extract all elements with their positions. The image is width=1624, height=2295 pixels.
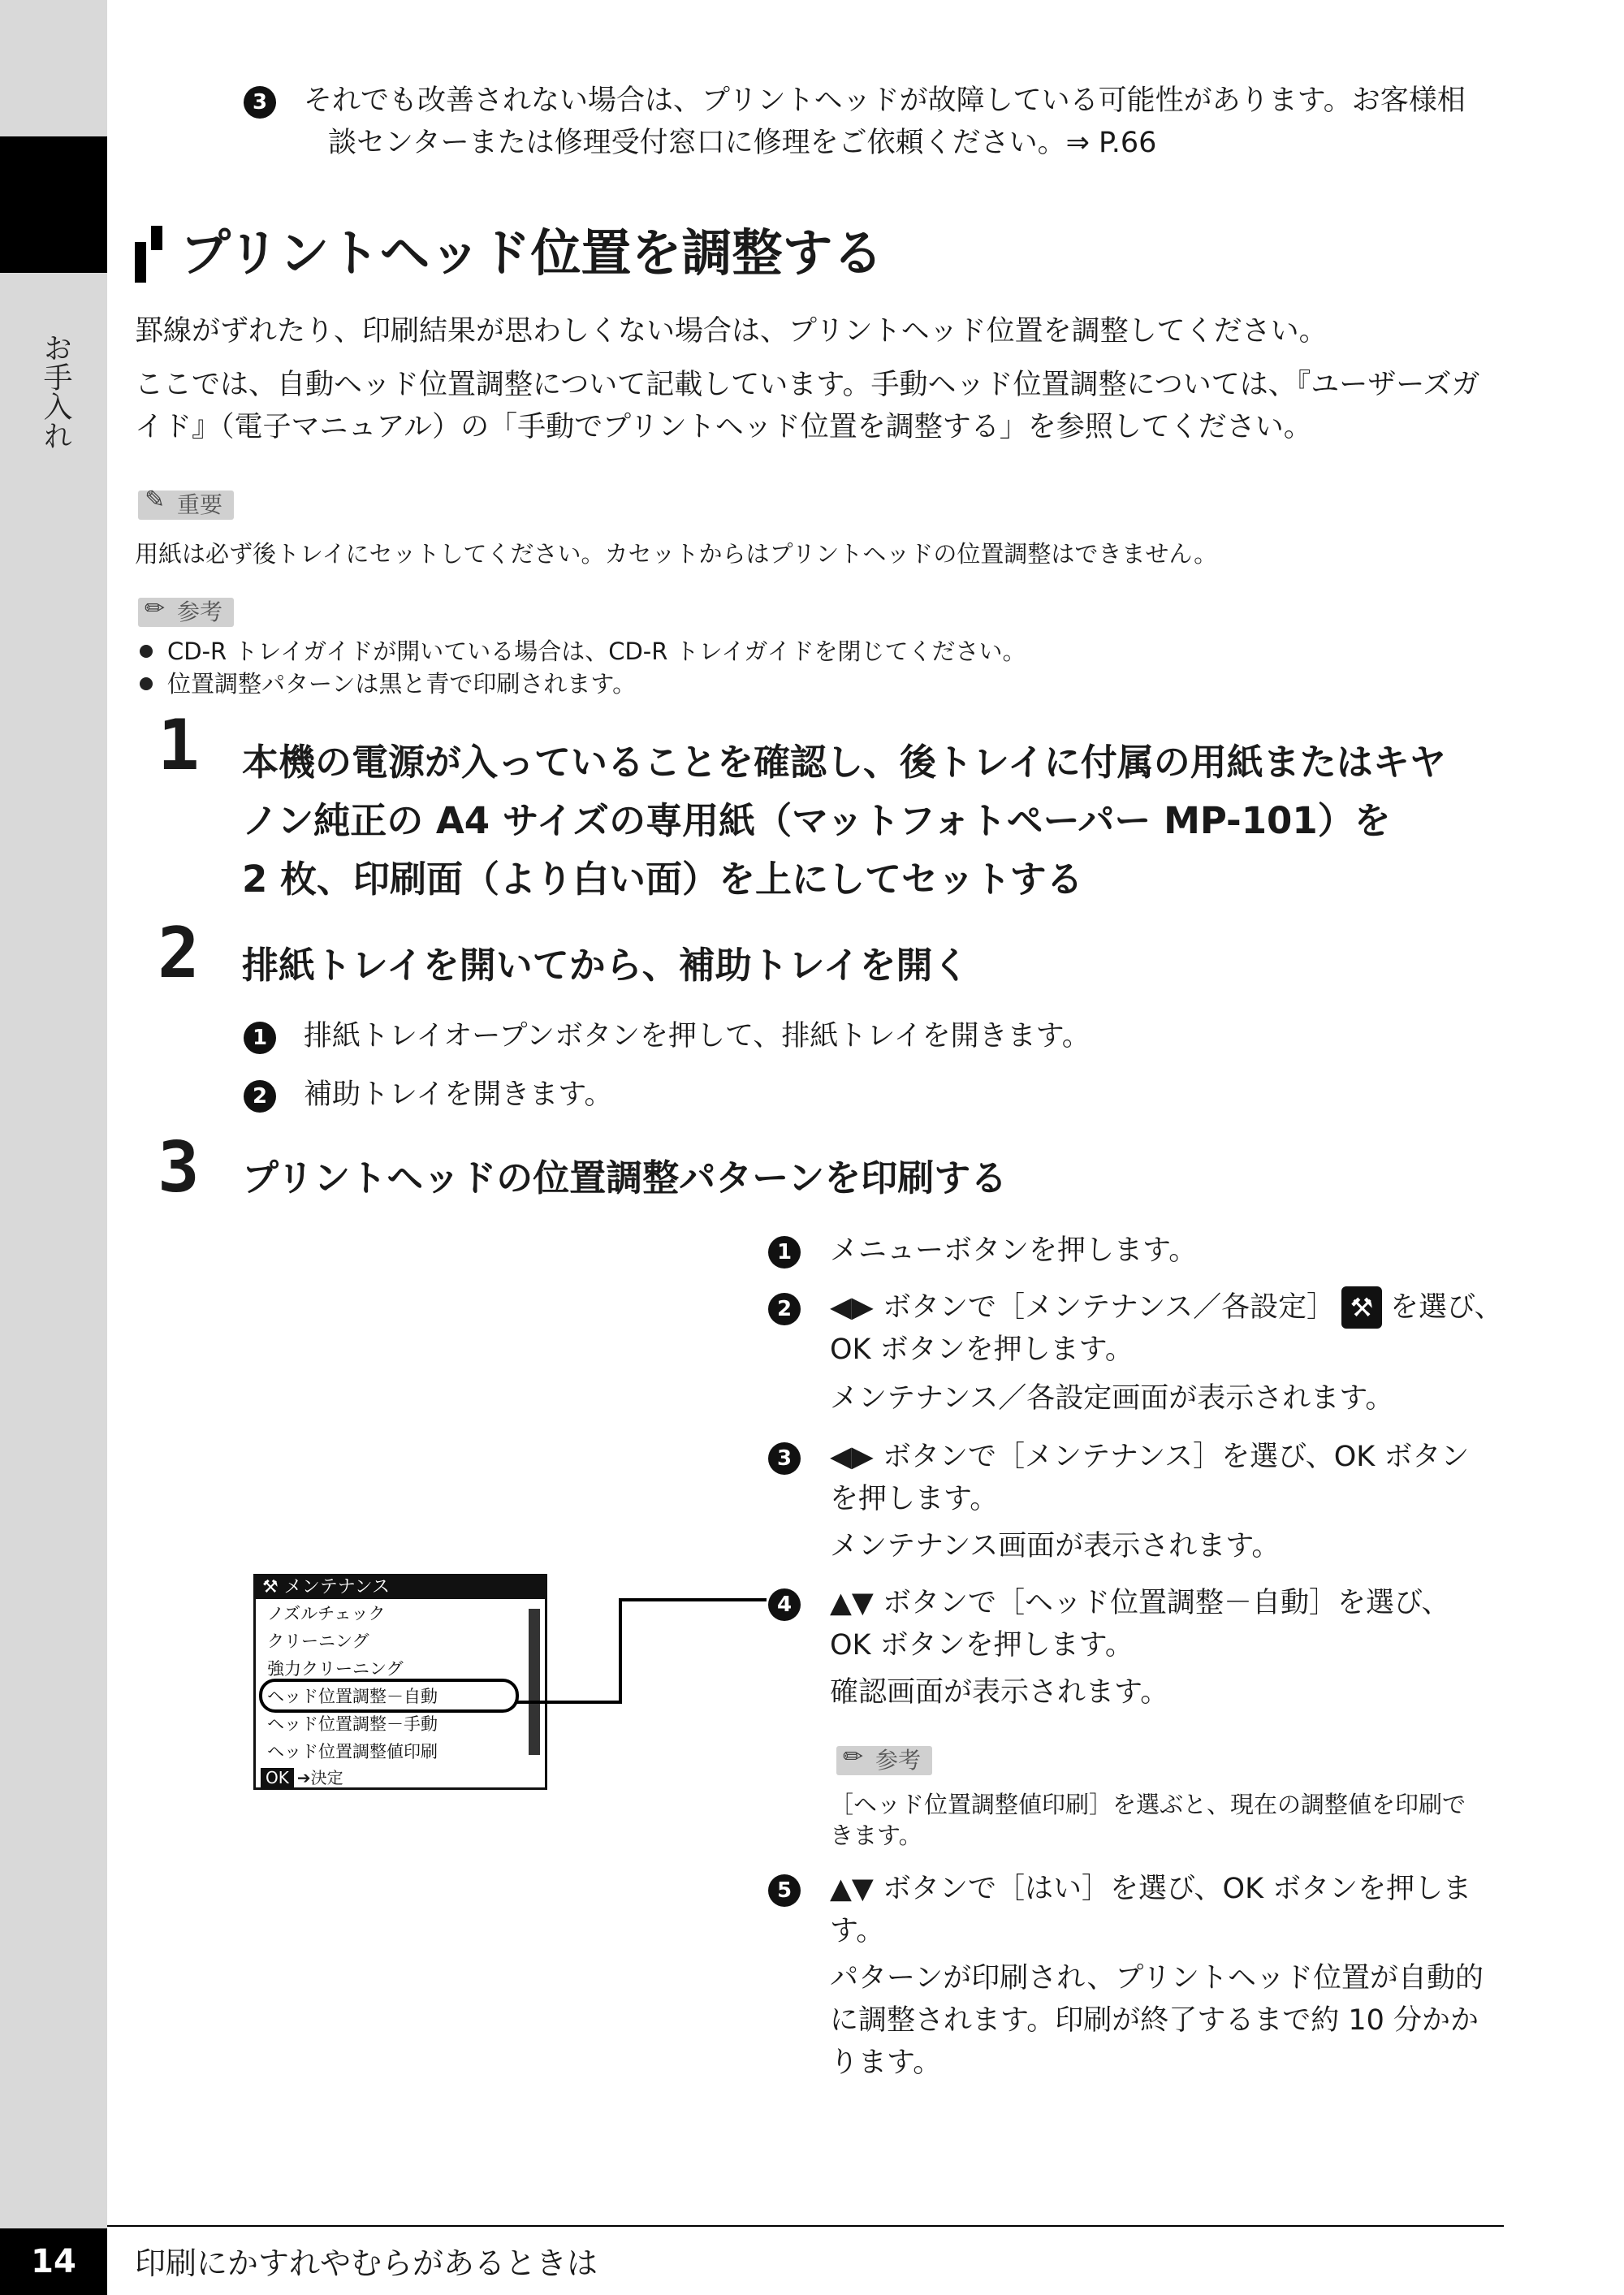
step-3-sub-4-result: 確認画面が表示されます。 xyxy=(830,1676,1169,1709)
lcd-item-selected: ヘッド位置調整－自動 xyxy=(267,1687,438,1706)
step-2-sub-2-number: 2 xyxy=(244,1080,276,1113)
lcd-item: ノズルチェック xyxy=(267,1604,386,1623)
step-3-sub-5-result1: パターンが印刷され、プリントヘッド位置が自動的 xyxy=(830,1962,1484,1995)
paragraph-2-line1: ここでは、自動ヘッド位置調整について記載しています。手動ヘッド位置調整については、『ユーザーズガ xyxy=(135,369,1480,401)
step-3-sub-5-line1: ▲▼ ボタンで［はい］を選び、OK ボタンを押しま xyxy=(830,1873,1472,1905)
step-3-sub-5-result2: に調整されます。印刷が終了するまで約 10 分かか xyxy=(830,2004,1479,2037)
paragraph-1: 罫線がずれたり、印刷結果が思わしくない場合は、プリントヘッド位置を調整してください。 xyxy=(135,315,1328,348)
pencil-icon: ✏ xyxy=(843,1743,864,1771)
step-3-title: プリントヘッドの位置調整パターンを印刷する xyxy=(242,1156,1008,1199)
footer-title: 印刷にかすれやむらがあるときは xyxy=(135,2245,598,2281)
important-label: 重要 xyxy=(177,491,223,518)
intro-step-number: 3 xyxy=(244,86,276,119)
step-2-number: 2 xyxy=(158,913,200,994)
step-1-line2: ノン純正の A4 サイズの専用紙（マットフォトペーパー MP-101）を xyxy=(242,799,1391,842)
lcd-item: クリーニング xyxy=(267,1632,369,1651)
important-icon: ✎ xyxy=(145,486,166,514)
page-number: 14 xyxy=(0,2228,107,2295)
section-title: プリントヘッド位置を調整する xyxy=(180,223,883,283)
step-3-sub-3-number: 3 xyxy=(768,1442,801,1475)
step-3-sub-3-result: メンテナンス画面が表示されます。 xyxy=(830,1530,1281,1562)
step-3-sub-5-number: 5 xyxy=(768,1874,801,1907)
footer-rule xyxy=(107,2225,1504,2227)
important-text: 用紙は必ず後トレイにセットしてください。カセットからはプリントヘッドの位置調整はできません。 xyxy=(135,540,1218,568)
step-3-sub-2-line1b: を選び、 xyxy=(1390,1291,1503,1324)
step-2-title: 排紙トレイを開いてから、補助トレイを開く xyxy=(242,944,970,987)
maintenance-settings-icon: ⚒ xyxy=(1341,1286,1382,1329)
lcd-footer-text: ➔決定 xyxy=(296,1768,343,1787)
note-item-2: 位置調整パターンは黒と青で印刷されます。 xyxy=(167,670,637,698)
note-label: 参考 xyxy=(177,599,223,625)
step-3-sub-4-number: 4 xyxy=(768,1588,801,1621)
lcd-ok-label: OK xyxy=(261,1768,294,1787)
step-3-sub-2-number: 2 xyxy=(768,1293,801,1325)
step-3-note-line2: きます。 xyxy=(830,1822,922,1849)
step-1-line3: 2 枚、印刷面（より白い面）を上にしてセットする xyxy=(242,858,1083,901)
step-3-sub-1-number: 1 xyxy=(768,1236,801,1269)
intro-step-line2: 談センターまたは修理受付窓口に修理をご依頼ください。⇒ P.66 xyxy=(328,127,1157,159)
step-3-note-label: 参考 xyxy=(875,1747,922,1774)
step-3-sub-4-line2: OK ボタンを押します。 xyxy=(830,1629,1134,1662)
step-2-sub-1-text: 排紙トレイオープンボタンを押して、排紙トレイを開きます。 xyxy=(304,1020,1091,1052)
step-3-sub-2-line1: ◀▶ ボタンで［メンテナンス／各設定］ xyxy=(830,1291,1336,1324)
step-3-sub-3-line2: を押します。 xyxy=(830,1483,999,1515)
step-2-sub-2-text: 補助トレイを開きます。 xyxy=(304,1078,613,1111)
step-3-sub-5-result3: ります。 xyxy=(830,2046,942,2079)
note-item-1: CD-R トレイガイドが開いている場合は、CD-R トレイガイドを閉じてください。 xyxy=(167,638,1026,665)
step-3-sub-3-line1: ◀▶ ボタンで［メンテナンス］を選び、OK ボタン xyxy=(830,1441,1470,1473)
paragraph-2-line2: イド』（電子マニュアル）の「手動でプリントヘッド位置を調整する」を参照してください。 xyxy=(135,411,1312,443)
step-3-sub-5-line2: す。 xyxy=(830,1915,885,1947)
pencil-icon: ✏ xyxy=(145,594,166,623)
step-3-sub-1-line1: メニューボタンを押します。 xyxy=(830,1234,1198,1267)
step-3-sub-2-result: メンテナンス／各設定画面が表示されます。 xyxy=(830,1382,1394,1415)
step-2-sub-1-number: 1 xyxy=(244,1022,276,1054)
lcd-item: 強力クリーニング xyxy=(267,1659,404,1679)
maintenance-icon: ⚒ xyxy=(262,1577,284,1597)
step-1-number: 1 xyxy=(158,705,200,786)
lcd-item: ヘッド位置調整－手動 xyxy=(267,1714,438,1734)
side-tab-label: お手入れ xyxy=(39,333,72,450)
step-3-sub-2-line2: OK ボタンを押します。 xyxy=(830,1333,1134,1366)
lcd-item: ヘッド位置調整値印刷 xyxy=(267,1742,438,1761)
intro-step-line1: それでも改善されない場合は、プリントヘッドが故障している可能性があります。お客様相 xyxy=(304,84,1466,117)
step-3-sub-4-line1: ▲▼ ボタンで［ヘッド位置調整－自動］を選び、 xyxy=(830,1587,1450,1619)
step-3-number: 3 xyxy=(158,1127,200,1208)
step-3-note-line1: ［ヘッド位置調整値印刷］を選ぶと、現在の調整値を印刷で xyxy=(830,1791,1466,1818)
lcd-title-text: メンテナンス xyxy=(283,1577,390,1597)
step-1-line1: 本機の電源が入っていることを確認し、後トレイに付属の用紙またはキヤ xyxy=(242,741,1446,784)
